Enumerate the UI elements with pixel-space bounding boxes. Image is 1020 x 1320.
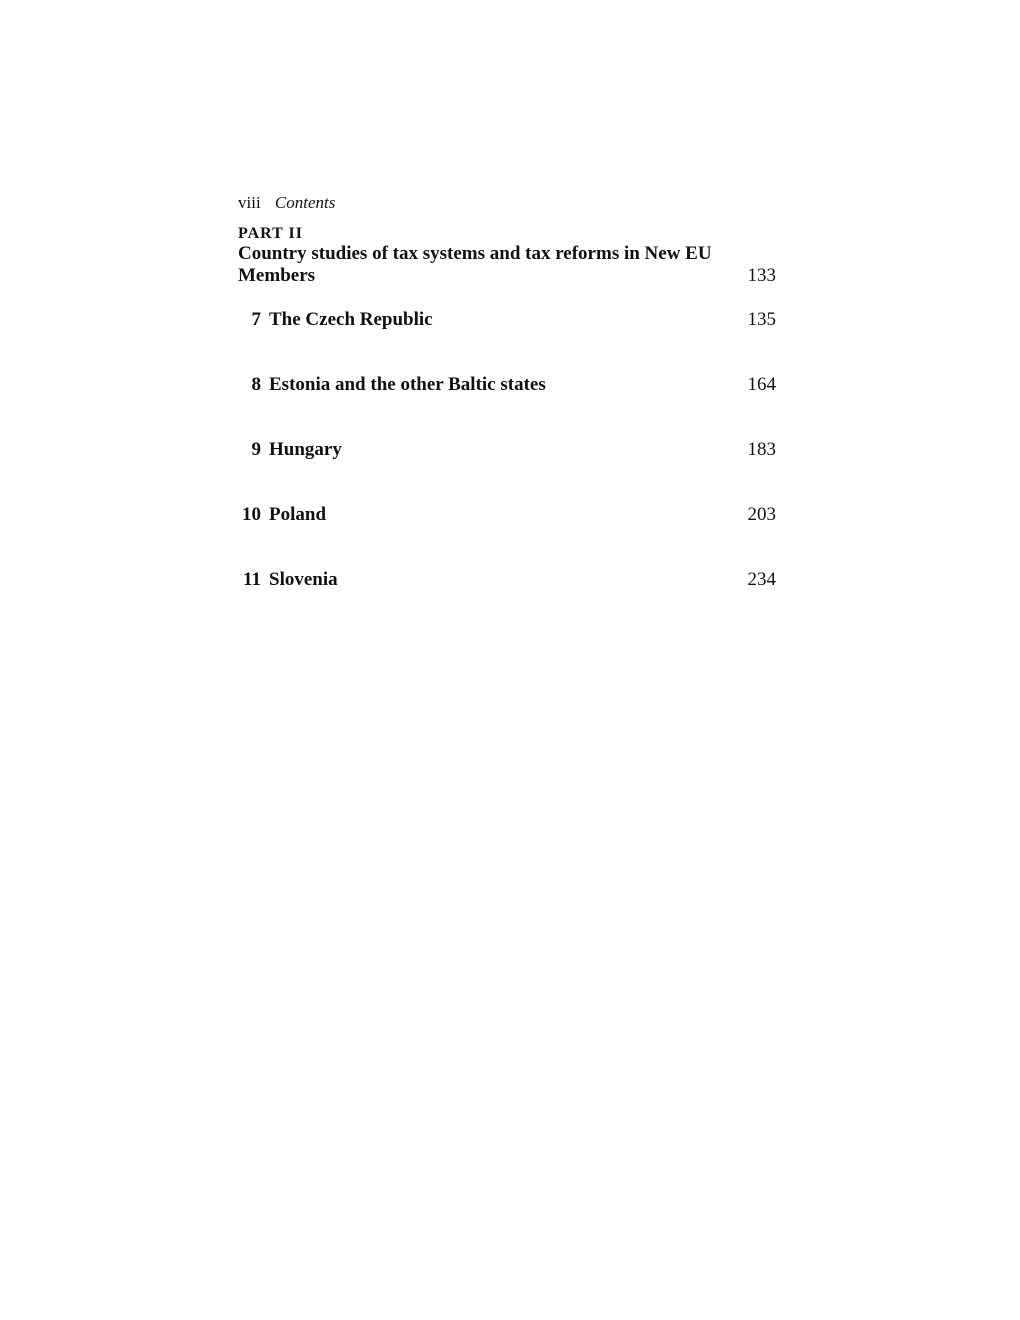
part-title: Country studies of tax systems and tax reforms in New EU Members bbox=[238, 243, 712, 286]
toc-entry-chapter-9[interactable] bbox=[238, 439, 776, 463]
chapter-number: 10 bbox=[242, 504, 261, 525]
chapter-title: Hungary bbox=[269, 439, 342, 460]
chapter-title: The Czech Republic bbox=[269, 309, 433, 330]
page-number: viii bbox=[238, 193, 261, 212]
toc-entry-chapter-11[interactable] bbox=[238, 569, 776, 593]
chapter-title: Slovenia bbox=[269, 569, 338, 590]
running-title: Contents bbox=[274, 193, 336, 212]
chapter-page-number: 164 bbox=[747, 374, 776, 395]
toc-entry-chapter-7[interactable] bbox=[238, 309, 776, 333]
chapter-number: 9 bbox=[251, 439, 261, 460]
chapter-page-number: 234 bbox=[747, 569, 776, 590]
page-header bbox=[238, 193, 335, 213]
chapter-number: 11 bbox=[243, 569, 261, 590]
toc-entry-chapter-8[interactable] bbox=[238, 374, 776, 398]
chapter-number: 7 bbox=[251, 309, 261, 330]
chapter-title: Estonia and the other Baltic states bbox=[269, 374, 546, 395]
toc-entry-chapter-10[interactable] bbox=[238, 504, 776, 528]
part-label: PART II bbox=[238, 225, 303, 242]
chapter-page-number: 183 bbox=[747, 439, 776, 460]
chapter-page-number: 203 bbox=[747, 504, 776, 525]
chapter-title: Poland bbox=[269, 504, 327, 525]
part-page-number: 133 bbox=[747, 265, 776, 286]
chapter-number: 8 bbox=[251, 374, 261, 395]
chapter-page-number: 135 bbox=[747, 309, 776, 330]
